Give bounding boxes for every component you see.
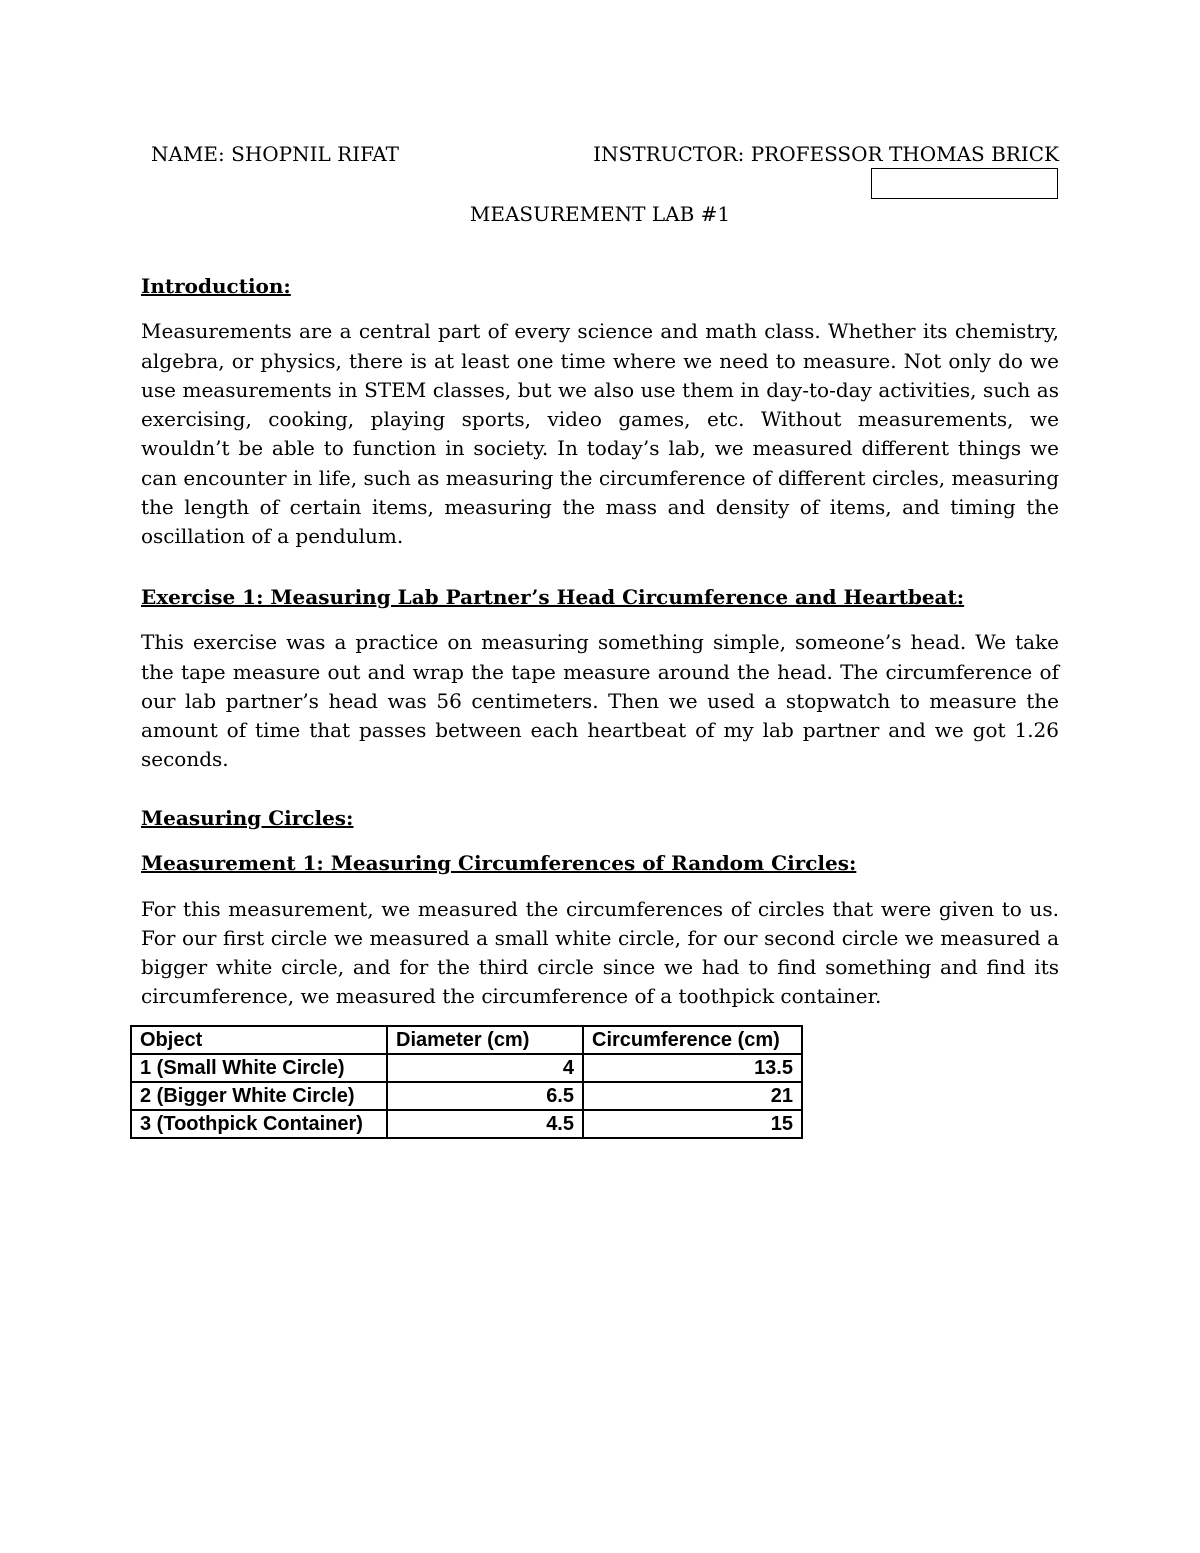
introduction-paragraph: Measurements are a central part of every science and math class. Whether its chemistry, algebra, or physics, there is at least one time where we need to measure. Not only do we use measurements in STEM classes, but we also use them in day-to-day activities, such as exercising, cooking, playing sports, video games, etc. Without measurements, we wouldn’t be able to function in society. In today’s lab, we measured different things we can encounter in life, such as measuring the circumference of different circles, measuring the length of certain items, measuring the mass and density of items, and timing the oscillation of a pendulum. [141,319,1059,549]
cell-diameter: 4 [387,1054,583,1082]
exercise1-section [141,583,1059,775]
table-row [131,1110,802,1138]
document-title: MEASUREMENT LAB #1 [469,202,731,226]
header-diameter: Diameter (cm) [387,1026,583,1054]
cell-circumference: 21 [583,1082,802,1110]
cell-object: 3 (Toothpick Container) [131,1110,387,1138]
introduction-section [141,272,1059,552]
cell-circumference: 15 [583,1110,802,1138]
introduction-heading: Introduction: [141,274,291,298]
table-header-row [131,1026,802,1054]
student-name: NAME: SHOPNIL RIFAT [151,142,399,166]
measuring-circles-heading: Measuring Circles: [141,806,354,830]
cell-object: 1 (Small White Circle) [131,1054,387,1082]
exercise1-paragraph: This exercise was a practice on measuring something simple, someone’s head. We take the tape measure out and wrap the tape measure around the head. The circumference of our lab partner’s head was 56 centimeters. Then we used a stopwatch to measure the amount of time that passes between each heartbeat of my lab partner and we got 1.26 seconds. [141,630,1059,772]
cell-diameter: 4.5 [387,1110,583,1138]
header-object: Object [131,1026,387,1054]
empty-box [871,168,1058,199]
measurement1-heading: Measurement 1: Measuring Circumferences of Random Circles: [141,851,857,876]
table-row [131,1082,802,1110]
header-circumference: Circumference (cm) [583,1026,802,1054]
measuring-circles-section [141,804,1059,1012]
cell-diameter: 6.5 [387,1082,583,1110]
cell-circumference: 13.5 [583,1054,802,1082]
measurement1-paragraph: For this measurement, we measured the circumferences of circles that were given to us. For our first circle we measured a small white circle, for our second circle we measured a bigger white circle, and for the third circle since we had to find something and find its circumference, we measured the circumference of a toothpick container. [141,896,1059,1009]
instructor-name: INSTRUCTOR: PROFESSOR THOMAS BRICK [593,142,1059,166]
table-row [131,1054,802,1082]
cell-object: 2 (Bigger White Circle) [131,1082,387,1110]
exercise1-heading: Exercise 1: Measuring Lab Partner’s Head Circumference and Heartbeat: [141,585,965,609]
circles-table [130,1025,803,1139]
